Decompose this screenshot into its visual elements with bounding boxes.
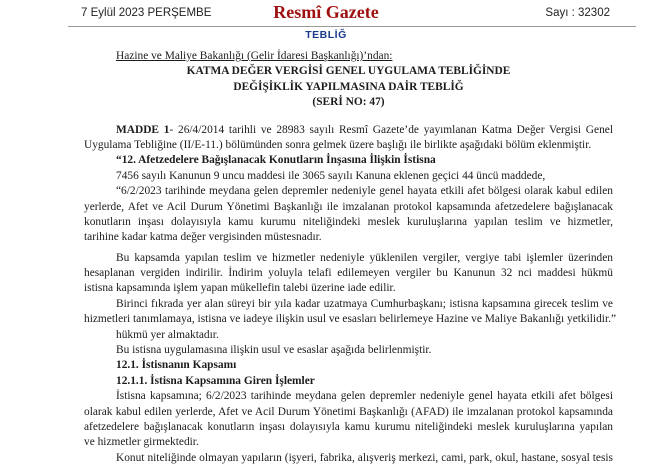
text-line: Konut niteliğinde olmayan yapıların (işyeri, fabrika, alışveriş merkezi, cami, park, okul, hastane, sosyal tesis	[116, 451, 613, 464]
text-line: 7456 sayılı Kanunun 9 uncu maddesi ile 3065 sayılı Kanuna eklenen geçici 44 üncü maddede,	[116, 169, 546, 182]
text-line: hükmü yer almaktadır.	[116, 328, 219, 341]
text-line: tarihine kadar katma değer vergisinden müstesnadır.	[84, 231, 322, 244]
doc-title-line: KATMA DEĞER VERGİSİ GENEL UYGULAMA TEBLİĞİNDE	[186, 65, 511, 78]
text-line: ve hizmetler girmektedir.	[84, 436, 199, 449]
text-line: konutların inşası dolayısıyla kamu kurumu niteliğindeki meslek kuruluşlarına yapılan teslim ve hizmetler,	[84, 215, 613, 228]
text-line: yerlerde, Afet ve Acil Durum Yönetimi Başkanlığı ile imzalanan protokol kapsamında afetzedelere bağışlanacak	[84, 200, 613, 213]
header-divider	[68, 26, 636, 27]
text-line: istisna kapsamında işlem yapan mükellefin talebi üzerine iade edilir.	[84, 282, 396, 295]
section-heading: “12. Afetzedelere Bağışlanacak Konutların İnşasına İlişkin İstisna	[116, 154, 436, 167]
article-label: MADDE 1	[116, 123, 170, 136]
section-label: TEBLİĞ	[305, 29, 347, 41]
doc-title-line: (SERİ NO: 47)	[312, 96, 385, 109]
issuer-line: Hazine ve Maliye Bakanlığı (Gelir İdaresi Başkanlığı)’ndan:	[116, 50, 393, 62]
text-line: “6/2/2023 tarihinde meydana gelen depremler nedeniyle genel hayata etkili afet bölgesi olarak kabul edilen	[116, 185, 613, 198]
text-line: Uygulama Tebliğine (II/E-11.) bölümünden sonra gelmek üzere başlığı ile birlikte aşağıdaki bölüm eklenmiştir.	[84, 138, 592, 151]
text-line: Bu kapsamda yapılan teslim ve hizmetler nedeniyle yüklenilen vergiler, vergiye tabi işlemler üzerinden	[116, 251, 613, 264]
subsection-heading: 12.1. İstisnanın Kapsamı	[116, 359, 237, 372]
issue-number: Sayı : 32302	[545, 7, 610, 19]
article-1-first-line	[84, 123, 613, 138]
text-line: Birinci fıkrada yer alan süreyi bir yıla kadar uzatmaya Cumhurbaşkanı; istisna kapsamına girecek teslim ve	[116, 297, 613, 310]
text-line: hizmetleri tanımlamaya, istisna ve iadeye ilişkin usul ve esasları belirlemeye Hazine ve Maliye Bakanlığı yetkilidir.”	[84, 313, 617, 326]
text-line: afetzedelere bağışlanacak konutların inşası dolayısıyla kamu kurumu niteliğindeki meslek kuruluşlarına yapılan	[84, 420, 613, 433]
text-line: Bu istisna uygulamasına ilişkin usul ve esaslar aşağıda belirlenmiştir.	[116, 344, 432, 357]
gazette-header	[0, 0, 652, 27]
subsection-heading: 12.1.1. İstisna Kapsamına Giren İşlemler	[116, 374, 315, 387]
text-line: olarak kabul edilen yerlerde, Afet ve Acil Durum Yönetimi Başkanlığı (AFAD) ile imzalanan protokol kapsamında	[84, 405, 613, 418]
text-line: İstisna kapsamına; 6/2/2023 tarihinde meydana gelen depremler nedeniyle genel hayata etkili afet bölgesi	[116, 390, 613, 403]
text-line: hesaplanan vergiden indirilir. İndirim yoluyla telafi edilemeyen vergiler bu Kanunun 32 nci maddesi hükmü	[84, 267, 613, 280]
gazette-title: Resmî Gazete	[273, 2, 379, 22]
article-text: - 26/4/2014 tarihli ve 28983 sayılı Resmî Gazete’de yayımlanan Katma Değer Vergisi Genel	[169, 123, 613, 136]
document-body	[84, 49, 617, 466]
doc-title-line: DEĞİŞİKLİK YAPILMASINA DAİR TEBLİĞ	[233, 80, 464, 93]
issue-date: 7 Eylül 2023 PERŞEMBE	[81, 7, 212, 19]
